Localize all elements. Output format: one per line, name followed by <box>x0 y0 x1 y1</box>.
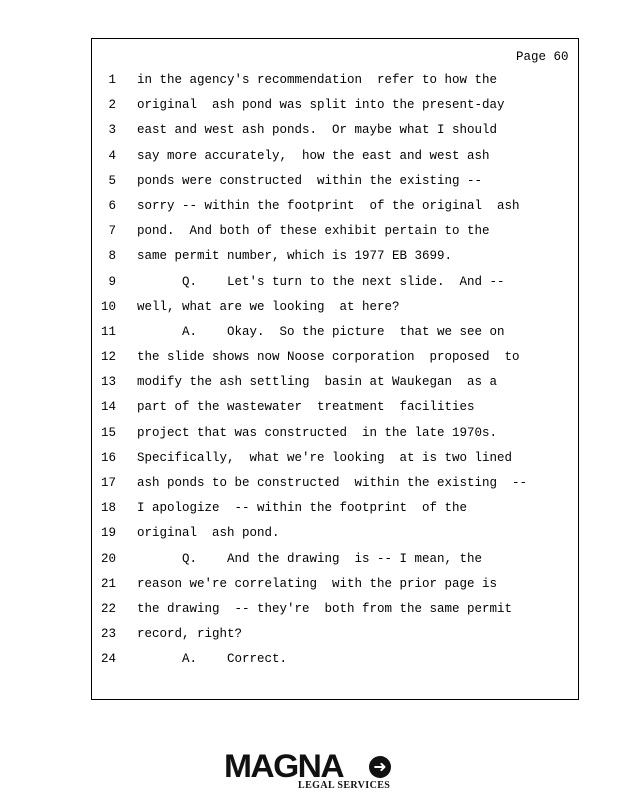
line-number: 22 <box>100 601 116 616</box>
transcript-line <box>0 451 618 476</box>
transcript-line <box>0 350 618 375</box>
page-number: Page 60 <box>516 50 569 64</box>
line-text: A. Okay. So the picture that we see on <box>137 324 505 339</box>
line-text: the drawing -- they're both from the same permit <box>137 601 513 616</box>
line-number: 12 <box>100 350 116 365</box>
line-text: original ash pond. <box>137 526 280 541</box>
transcript-line <box>0 199 618 224</box>
line-number: 7 <box>108 224 116 239</box>
line-number: 6 <box>108 198 116 213</box>
line-number: 11 <box>100 324 116 339</box>
line-text: same permit number, which is 1977 EB 3699. <box>137 249 453 264</box>
transcript-line <box>0 526 618 551</box>
transcript-line <box>0 627 618 652</box>
line-number: 2 <box>108 98 116 113</box>
line-text: project that was constructed in the late 1970s. <box>137 425 498 440</box>
line-text: well, what are we looking at here? <box>137 299 400 314</box>
line-text: part of the wastewater treatment facilities <box>137 400 475 415</box>
transcript-line <box>0 400 618 425</box>
logo-subtitle: LEGAL SERVICES <box>298 780 391 791</box>
line-number: 14 <box>100 400 116 415</box>
line-text: reason we're correlating with the prior page is <box>137 576 498 591</box>
line-number: 17 <box>100 476 116 490</box>
transcript-line <box>0 224 618 249</box>
transcript-line <box>0 652 618 677</box>
line-number: 8 <box>108 249 116 264</box>
transcript-line <box>0 300 618 325</box>
transcript-line <box>0 552 618 577</box>
arrow-circle-icon: ➜ <box>369 756 391 778</box>
line-number: 13 <box>100 375 116 390</box>
transcript-lines <box>0 73 618 678</box>
line-text: sorry -- within the footprint of the original ash <box>137 198 520 213</box>
transcript-line <box>0 98 618 123</box>
line-text: east and west ash ponds. Or maybe what I should <box>137 123 498 138</box>
transcript-line <box>0 275 618 300</box>
magna-logo <box>224 750 394 792</box>
transcript-line <box>0 602 618 627</box>
line-number: 19 <box>100 526 116 541</box>
line-number: 24 <box>100 652 116 667</box>
line-number: 10 <box>100 299 116 314</box>
line-number: 16 <box>100 450 116 465</box>
transcript-line <box>0 249 618 274</box>
transcript-line <box>0 325 618 350</box>
line-number: 21 <box>100 576 116 591</box>
line-text: A. Correct. <box>137 652 288 667</box>
transcript-line <box>0 149 618 174</box>
line-number: 4 <box>108 148 116 163</box>
line-number: 3 <box>108 123 116 138</box>
line-number: 18 <box>100 501 116 516</box>
line-text: ash ponds to be constructed within the existing -- <box>137 476 528 490</box>
line-text: I apologize -- within the footprint of the <box>137 501 468 516</box>
line-text: Q. And the drawing is -- I mean, the <box>137 551 483 566</box>
line-text: pond. And both of these exhibit pertain to the <box>137 224 490 239</box>
line-text: Specifically, what we're looking at is two lined <box>137 450 513 465</box>
logo-wordmark: MAGNA <box>224 748 344 784</box>
line-number: 5 <box>108 173 116 188</box>
transcript-line <box>0 426 618 451</box>
line-number: 9 <box>108 274 116 289</box>
line-text: the slide shows now Noose corporation proposed to <box>137 350 520 365</box>
line-number: 1 <box>108 73 116 87</box>
line-number: 15 <box>100 425 116 440</box>
transcript-line <box>0 375 618 400</box>
line-text: record, right? <box>137 627 243 642</box>
transcript-line <box>0 123 618 148</box>
line-text: in the agency's recommendation refer to how the <box>137 73 498 87</box>
transcript-line <box>0 501 618 526</box>
line-text: Q. Let's turn to the next slide. And -- <box>137 274 505 289</box>
transcript-line <box>0 73 618 98</box>
line-text: ponds were constructed within the existing -- <box>137 173 483 188</box>
line-text: modify the ash settling basin at Waukegan as a <box>137 375 498 390</box>
line-number: 20 <box>100 551 116 566</box>
line-text: original ash pond was split into the present-day <box>137 98 505 113</box>
line-number: 23 <box>100 627 116 642</box>
transcript-line <box>0 174 618 199</box>
transcript-line <box>0 476 618 501</box>
line-text: say more accurately, how the east and west ash <box>137 148 490 163</box>
transcript-line <box>0 577 618 602</box>
